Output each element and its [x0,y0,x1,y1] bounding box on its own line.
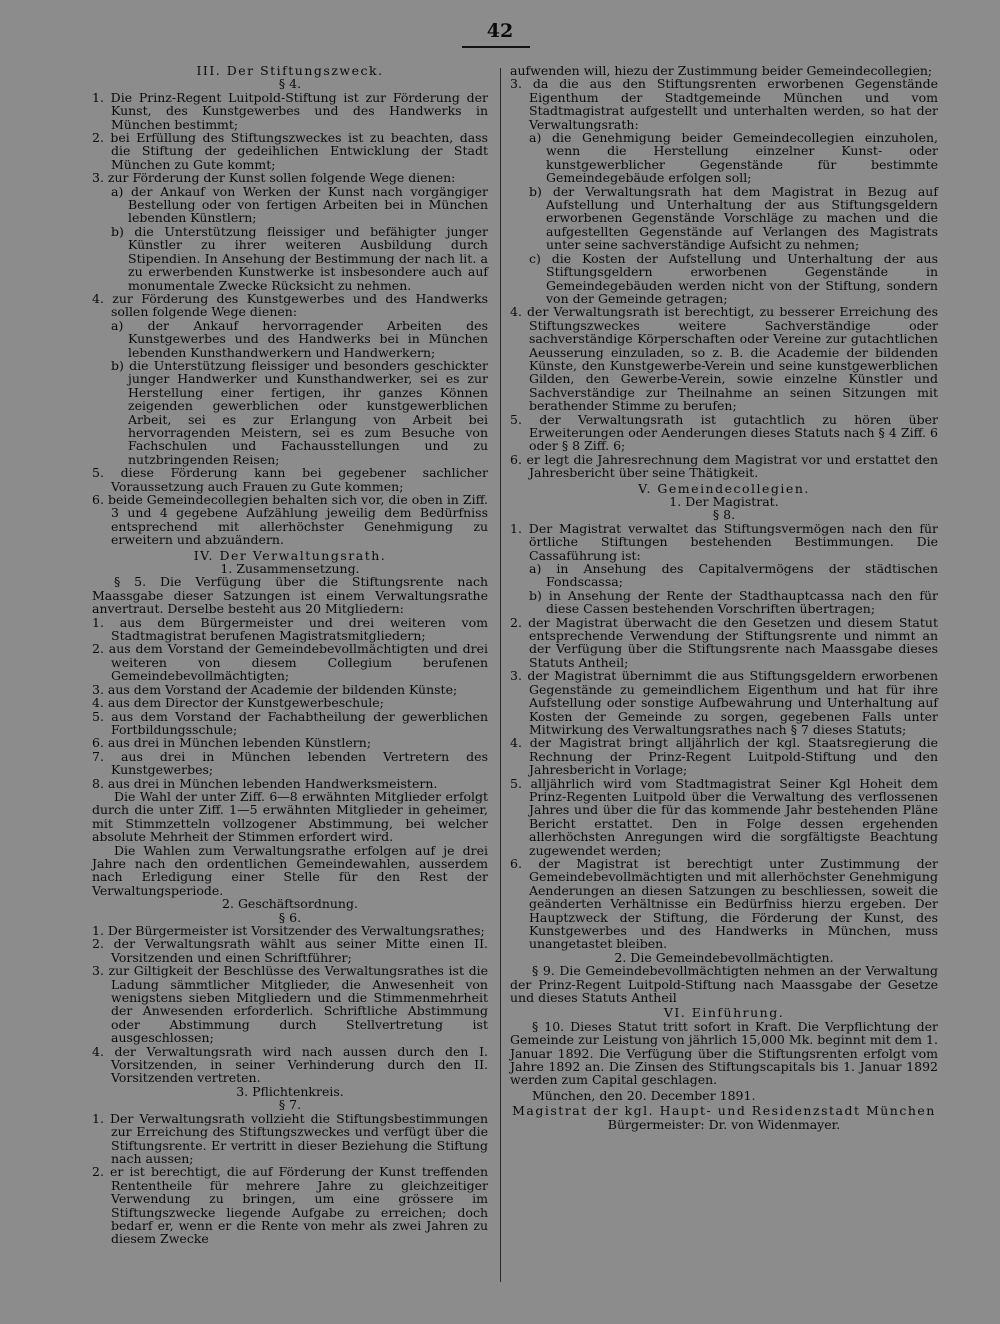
paragraph-right-2: a) die Genehmigung beider Gemeindecollegien einzuholen, wenn die Herstellung einzelner Kunst- oder kunstgewerblicher Gegenstände für bestimmte Gemeindegebäude erfolgen soll; [529,130,938,186]
paragraph-left-20: 6. aus drei in München lebenden Künstlern; [92,735,372,751]
paragraph-left-5: a) der Ankauf von Werken der Kunst nach vorgängiger Bestellung oder von fertigen Arbeiten bei in München lebenden Künstlern; [111,183,488,226]
heading-right-9: 1. Der Magistrat. [669,494,779,509]
paragraph-left-10: 5. diese Förderung kann bei gegebener sachlicher Voraussetzung auch Frauen zu Gute kommen; [92,465,488,494]
paragraph-left-24: Die Wahlen zum Verwaltungsrathe erfolgen auf je drei Jahre nach den ordentlichen Gemeindewahlen, ausserdem nach Erledigung einer Stelle für den Rest der Verwaltungsperiode. [92,842,488,898]
paragraph-left-27: 1. Der Bürgermeister ist Vorsitzender des Verwaltungsrathes; [92,923,485,938]
paragraph-left-14: § 5. Die Verfügung über die Stiftungsrente nach Maassgabe dieser Satzungen ist einem Verwaltungsrathe anvertraut. Derselbe besteht aus 20 Mitgliedern: [92,574,488,617]
paragraph-left-29: 3. zur Giltigkeit der Beschlüsse des Verwaltungsrathes ist die Ladung sämmtlicher Mitglieder, die Anwesenheit von wenigstens sieben Mitgliedern und die Stimmenmehrheit der Anwesenden erforderlich. Schriftliche Abstimmung oder Abstimmung durch Stellvertretung ist ausgeschlossen; [92,963,488,1046]
paragraph-right-14: 2. der Magistrat überwacht die den Gesetzen und diesem Statut entsprechende Verwendung der Stiftungsrente und nimmt an der Verfügung über die Stiftungsrente nach Maassgabe dieses Statuts Antheil; [510,614,938,670]
paragraph-right-1: 3. da die aus den Stiftungsrenten erworbenen Gegenstände Eigenthum der Stadtgemeinde München und vom Stadtmagistrat aufgestellt und unterhalten werden, so hat der Verwaltungsrath: [510,76,938,132]
heading-right-10: § 8. [712,507,736,523]
column-divider [500,68,501,1282]
paragraph-left-18: 4. aus dem Director der Kunstgewerbeschule; [92,695,384,711]
heading-right-24: Magistrat der kgl. Haupt- und Residenzstadt München [512,1103,936,1119]
paragraph-left-11: 6. beide Gemeindecollegien behalten sich vor, die oben in Ziff. 3 und 4 gegebene Aufzählung jeweilig dem Bedürfniss entsprechend mit allerhöchster Genehmigung zu erweitern und abzuändern. [92,492,488,548]
paragraph-left-4: 3. zur Förderung der Kunst sollen folgende Wege dienen: [92,170,456,186]
paragraph-right-6: 5. der Verwaltungsrath ist gutachtlich zu hören über Erweiterungen oder Aenderungen dieses Statuts nach § 4 Ziff. 6 oder § 8 Ziff. 6; [510,411,938,454]
paragraph-left-2: 1. Die Prinz-Regent Luitpold-Stiftung ist zur Förderung der Kunst, des Kunstgewerbes und des Handwerks in München bestimmt; [92,89,488,132]
heading-left-25: 2. Geschäftsordnung. [222,896,358,912]
heading-right-25: Bürgermeister: Dr. von Widenmayer. [607,1116,841,1132]
paragraph-left-7: 4. zur Förderung des Kunstgewerbes und des Handwerks sollen folgende Wege dienen: [92,290,488,320]
heading-right-19: 2. Die Gemeindebevollmächtigten. [614,949,834,965]
paragraph-left-15: 1. aus dem Bürgermeister und drei weiteren vom Stadtmagistrat berufenen Magistratsmitgliedern; [92,614,488,644]
heading-left-1: § 4. [278,76,302,92]
paragraph-right-7: 6. er legt die Jahresrechnung dem Magistrat vor und erstattet den Jahresbericht über seine Thätigkeit. [510,451,938,481]
paragraph-right-18: 6. der Magistrat ist berechtigt unter Zustimmung der Gemeindebevollmächtigten und mit allerhöchster Genehmigung Aenderungen an diesen Satzungen zu beschliessen, soweit die geänderten Verhältnisse ein Bedürfniss hierzu ergeben. Der Hauptzweck der Stiftung, die Förderung der Kunst, des Kunstgewerbes und des Handwerks in München, muss unangetastet bleiben. [510,855,938,952]
paragraph-left-6: b) die Unterstützung fleissiger und befähigter junger Künstler zu ihrer weiteren Ausbildung durch Stipendien. In Ansehung der Bestimmung der nach lit. a zu erwerbenden Kunstwerke ist insbesondere auch auf monumentale Zwecke Rücksicht zu nehmen. [111,223,488,293]
paragraph-left-17: 3. aus dem Vorstand der Academie der bildenden Künste; [92,681,458,697]
paragraph-left-30: 4. der Verwaltungsrath wird nach aussen durch den I. Vorsitzenden, in seiner Verhinderung durch den II. Vorsitzenden vertreten. [92,1043,488,1086]
paragraph-left-19: 5. aus dem Vorstand der Fachabtheilung der gewerblichen Fortbildungsschule; [92,708,488,737]
paragraph-left-33: 1. Der Verwaltungsrath vollzieht die Stiftungsbestimmungen zur Erreichung des Stiftungszweckes und verfügt über die Stiftungsrente. Er vertritt in dieser Beziehung die Stiftung nach aussen; [92,1110,488,1166]
page-number-rule [462,46,530,48]
heading-left-26: § 6. [278,909,302,925]
heading-left-0: III. Der Stiftungszweck. [196,63,384,78]
heading-left-13: 1. Zusammensetzung. [220,561,360,577]
left-column [92,64,488,1246]
paragraph-left-28: 2. der Verwaltungsrath wählt aus seiner Mitte einen II. Vorsitzenden und einen Schriftführer; [92,936,488,965]
paragraph-left-8: a) der Ankauf hervorragender Arbeiten des Kunstgewerbes und des Handwerks bei in München lebenden Kunsthandwerkern und Handwerkern; [111,317,488,360]
paragraph-left-22: 8. aus drei in München lebenden Handwerksmeistern. [92,775,438,791]
paragraph-left-21: 7. aus drei in München lebenden Vertretern des Kunstgewerbes; [92,748,488,778]
paragraph-right-3: b) der Verwaltungsrath hat dem Magistrat in Bezug auf Aufstellung und Unterhaltung der aus Stiftungsgeldern erworbenen Gegenstände Vorschläge zu machen und die aufgestellten Gegenstände auf Verlangen des Magistrats unter seine sachverständige Aufsicht zu nehmen; [529,183,938,253]
paragraph-left-23: Die Wahl der unter Ziff. 6—8 erwähnten Mitglieder erfolgt durch die unter Ziff. 1—5 erwähnten Mitglieder in geheimer, mit Stimmzetteln vollzogener Abstimmung, bei welcher absolute Mehrheit der Stimmen erfordert wird. [92,788,488,845]
paragraph-right-5: 4. der Verwaltungsrath ist berechtigt, zu besserer Erreichung des Stiftungszweckes weitere Sachverständige oder sachverständige Körperschaften oder Vereine zur gutachtlichen Aeusserung einzuladen, so z. B. die Academie der bildenden Künste, den Kunstgewerbe-Verein und seine kunstgewerblichen Gilden, den Gewerbe-Verein, sowie einzelne Künstler und Sachverständige zur Theilnahme an seinen Sitzungen mit berathender Stimme zu berufen; [510,304,938,414]
heading-left-31: 3. Pflichtenkreis. [236,1083,344,1099]
paragraph-right-23: München, den 20. December 1891. [532,1087,756,1103]
paragraph-right-20: § 9. Die Gemeindebevollmächtigten nehmen an der Verwaltung der Prinz-Regent Luitpold-Stiftung nach Maassgabe der Gesetze und dieses Statuts Antheil [510,963,938,1006]
page-number: 42 [486,20,514,42]
paragraph-right-17: 5. alljährlich wird vom Stadtmagistrat Seiner Kgl Hoheit dem Prinz-Regenten Luitpold über die Verwaltung des verflossenen Jahres und über die für das kommende Jahr bestehenden Pläne Bericht erstattet. Den in Folge dessen ergehenden allerhöchsten Anregungen wird die sorgfältigste Beachtung zugewendet werden; [510,775,938,858]
paragraph-left-16: 2. aus dem Vorstand der Gemeindebevollmächtigten und drei weiteren von diesem Collegium berufenen Gemeindebevollmächtigten; [92,641,488,684]
paragraph-right-0: aufwenden will, hiezu der Zustimmung beider Gemeindecollegien; [510,63,933,78]
paragraph-right-4: c) die Kosten der Aufstellung und Unterhaltung der aus Stiftungsgeldern erworbenen Gegenstände in Gemeindegebäuden werden nicht von der Stiftung, sondern von der Gemeinde getragen; [529,250,938,306]
paragraph-right-15: 3. der Magistrat übernimmt die aus Stiftungsgeldern erworbenen Gegenstände zu gemeindlichem Eigenthum und hat für ihre Aufstellung oder sonstige Aufbewahrung und Unterhaltung auf Kosten der Gemeinde zu sorgen, gegebenen Falls unter Mitwirkung des Verwaltungsrathes nach § 7 dieses Statuts; [510,668,938,737]
paragraph-left-9: b) die Unterstützung fleissiger und besonders geschickter junger Handwerker und Kunsthandwerker, sei es zur Herstellung einer fertigen, ihr ganzes Können zeigenden gewerblichen oder kunstgewerblichen Arbeit, sei es zur Erlangung von Arbeit bei hervorragenden Meistern, sei es zum Besuche von Fachschulen und Fachausstellungen und zu nutzbringenden Reisen; [111,357,488,467]
heading-left-32: § 7. [278,1097,302,1113]
heading-right-21: VI. Einführung. [663,1005,785,1021]
paragraph-right-22: § 10. Dieses Statut tritt sofort in Kraft. Die Verpflichtung der Gemeinde zur Leistung von jährlich 15,000 Mk. beginnt mit dem 1. Januar 1892. Die Verfügung über die Stiftungsrenten erfolgt vom Jahre 1892 an. Die Zinsen des Stiftungscapitals bis 1. Januar 1892 werden zum Capital geschlagen. [510,1018,938,1088]
paragraph-left-34: 2. er ist berechtigt, die auf Förderung der Kunst treffenden Rententheile für mehrere Jahre zu gleichzeitiger Verwendung zu bringen, um eine grössere im Stiftungszwecke liegende Aufgabe zu erreichen; doch bedarf er, wenn er die Rente von mehr als zwei Jahren zu diesem Zwecke [92,1164,488,1247]
heading-left-12: IV. Der Verwaltungsrath. [193,547,387,563]
paragraph-right-16: 4. der Magistrat bringt alljährlich der kgl. Staatsregierung die Rechnung der Prinz-Regent Luitpold-Stiftung und den Jahresbericht in Vorlage; [510,735,938,778]
paragraph-left-3: 2. bei Erfüllung des Stiftungszweckes ist zu beachten, dass die Stiftung der gedeihlichen Entwicklung der Stadt München zu Gute kommt; [92,130,488,172]
right-column [510,64,938,1131]
paragraph-right-12: a) in Ansehung des Capitalvermögens der städtischen Fondscassa; [529,561,938,590]
paragraph-right-11: 1. Der Magistrat verwaltet das Stiftungsvermögen nach den für örtliche Stiftungen bestehenden Bestimmungen. Die Cassaführung ist: [510,520,938,563]
heading-right-8: V. Gemeindecollegien. [638,480,810,496]
paragraph-right-13: b) in Ansehung der Rente der Stadthauptcassa nach den für diese Cassen bestehenden Vorschriften übertragen; [529,587,938,617]
